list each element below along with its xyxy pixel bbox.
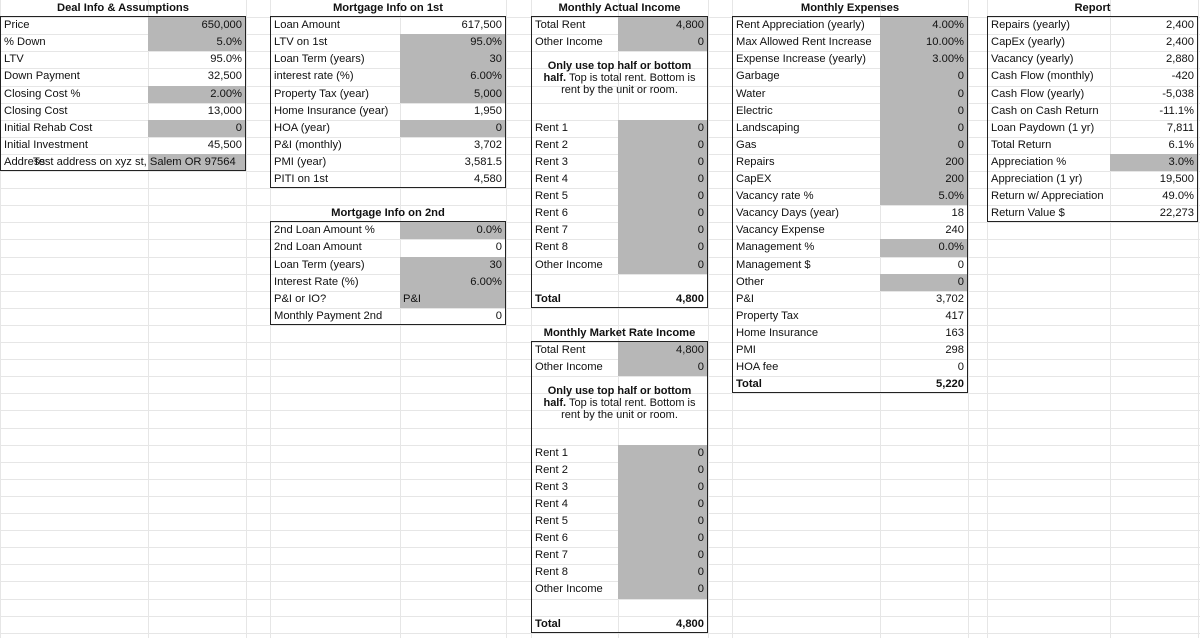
report-value[interactable]: 3.0% (1110, 154, 1198, 171)
grid-column-line (246, 0, 247, 638)
expenses-label: Property Tax (732, 308, 880, 325)
report-label: Appreciation (1 yr) (987, 171, 1110, 188)
actual-unit-label: Rent 2 (531, 137, 618, 154)
expenses-value: 163 (880, 325, 968, 342)
mortgage1-label: HOA (year) (270, 120, 400, 137)
expenses-value[interactable]: 0 (880, 120, 968, 137)
actual-top-value[interactable]: 4,800 (618, 17, 708, 34)
report-label: CapEx (yearly) (987, 34, 1110, 51)
market-unit-value[interactable]: 0 (618, 445, 708, 462)
market-total-label: Total (531, 616, 618, 633)
report-label: Return Value $ (987, 205, 1110, 222)
report-value: 22,273 (1110, 205, 1198, 222)
mortgage2-label: 2nd Loan Amount (270, 239, 400, 257)
report-value: 2,400 (1110, 17, 1198, 34)
actual-top-value[interactable]: 0 (618, 34, 708, 51)
market-top-label: Other Income (531, 359, 618, 376)
market-top-value[interactable]: 4,800 (618, 342, 708, 359)
deal-label: Price (0, 17, 148, 34)
market-unit-label: Rent 1 (531, 445, 618, 462)
mortgage1-value: 4,580 (400, 171, 506, 188)
expenses-label: Electric (732, 103, 880, 120)
market-unit-value[interactable]: 0 (618, 513, 708, 530)
expenses-value: 0 (880, 359, 968, 376)
mortgage1-value[interactable]: 30 (400, 51, 506, 68)
market-unit-label: Rent 4 (531, 496, 618, 513)
mortgage1-value[interactable]: 5,000 (400, 86, 506, 103)
actual-spacer (618, 274, 708, 291)
expenses-value[interactable]: 0 (880, 86, 968, 103)
actual-note-bold: Only use top half or bottom half. (543, 60, 692, 84)
mortgage-2nd-header: Mortgage Info on 2nd (270, 205, 506, 222)
market-unit-value[interactable]: 0 (618, 547, 708, 564)
actual-unit-label: Rent 1 (531, 120, 618, 137)
mortgage-1st-header: Mortgage Info on 1st (270, 0, 506, 17)
actual-unit-label: Other Income (531, 257, 618, 274)
market-spacer (531, 599, 618, 616)
deal-value[interactable]: 650,000 (148, 17, 246, 34)
deal-value: 95.0% (148, 51, 246, 68)
mortgage2-label: Interest Rate (%) (270, 274, 400, 291)
actual-note-text: Top is total rent. Bottom is rent by the unit or room. (561, 72, 696, 96)
market-unit-label: Rent 6 (531, 530, 618, 547)
mortgage1-value[interactable]: 6.00% (400, 68, 506, 86)
market-unit-value[interactable]: 0 (618, 462, 708, 479)
mortgage2-pi-select[interactable]: P&I (400, 291, 506, 308)
report-label: Total Return (987, 137, 1110, 154)
expenses-value: 240 (880, 222, 968, 239)
mortgage1-label: interest rate (%) (270, 68, 400, 86)
expenses-value[interactable]: 10.00% (880, 34, 968, 51)
expenses-value[interactable]: 0 (880, 137, 968, 154)
deal-label: Initial Rehab Cost (0, 120, 148, 137)
report-value: 49.0% (1110, 188, 1198, 205)
deal-label: Closing Cost (0, 103, 148, 120)
expenses-label: HOA fee (732, 359, 880, 376)
mortgage1-label: PMI (year) (270, 154, 400, 171)
actual-top-label: Total Rent (531, 17, 618, 34)
actual-unit-value[interactable]: 0 (618, 257, 708, 274)
market-unit-label: Rent 7 (531, 547, 618, 564)
market-unit-value[interactable]: 0 (618, 581, 708, 599)
actual-unit-label: Rent 4 (531, 171, 618, 188)
actual-total-value: 4,800 (618, 291, 708, 308)
report-label: Loan Paydown (1 yr) (987, 120, 1110, 137)
grid-row-line (0, 308, 1200, 309)
report-value: 7,811 (1110, 120, 1198, 137)
deal-label: Closing Cost % (0, 86, 148, 103)
deal-value: 32,500 (148, 68, 246, 86)
market-note-bold: Only use top half or bottom half. (543, 385, 692, 409)
market-unit-label: Rent 8 (531, 564, 618, 581)
market-spacer (618, 599, 708, 616)
expenses-value[interactable]: 200 (880, 171, 968, 188)
expenses-label: Expense Increase (yearly) (732, 51, 880, 68)
report-label: Cash Flow (yearly) (987, 86, 1110, 103)
mortgage2-label: 2nd Loan Amount % (270, 222, 400, 239)
expenses-value[interactable]: 0 (880, 274, 968, 291)
actual-unit-value[interactable]: 0 (618, 188, 708, 205)
expenses-label: Management % (732, 239, 880, 257)
mortgage1-label: Property Tax (year) (270, 86, 400, 103)
deal-value: 45,500 (148, 137, 246, 154)
grid-column-line (506, 0, 507, 638)
mortgage2-label: Monthly Payment 2nd (270, 308, 400, 325)
report-value: -11.1% (1110, 103, 1198, 120)
market-top-label: Total Rent (531, 342, 618, 359)
deal-label: % Down (0, 34, 148, 51)
actual-top-label: Other Income (531, 34, 618, 51)
actual-unit-label: Rent 6 (531, 205, 618, 222)
expenses-value[interactable]: 3.00% (880, 51, 968, 68)
expenses-value: 18 (880, 205, 968, 222)
deal-value[interactable]: 2.00% (148, 86, 246, 103)
mortgage2-value[interactable]: 6.00% (400, 274, 506, 291)
market-unit-label: Rent 2 (531, 462, 618, 479)
report-value: 2,880 (1110, 51, 1198, 68)
mortgage2-value: 0 (400, 239, 506, 257)
actual-instruction-note (531, 51, 708, 120)
actual-unit-label: Rent 5 (531, 188, 618, 205)
mortgage1-value: 3,702 (400, 137, 506, 154)
mortgage2-label: Loan Term (years) (270, 257, 400, 274)
expenses-label: Vacancy rate % (732, 188, 880, 205)
deal-info-header: Deal Info & Assumptions (0, 0, 246, 17)
report-value: -5,038 (1110, 86, 1198, 103)
expenses-label: Rent Appreciation (yearly) (732, 17, 880, 34)
expenses-label: P&I (732, 291, 880, 308)
expenses-label: Max Allowed Rent Increase (732, 34, 880, 51)
actual-spacer (531, 274, 618, 291)
mortgage1-label: PITI on 1st (270, 171, 400, 188)
actual-unit-value[interactable]: 0 (618, 205, 708, 222)
deal-address-value[interactable]: Test address on xyz st, Salem OR 97564 (33, 156, 236, 168)
report-value: 19,500 (1110, 171, 1198, 188)
expenses-value: 417 (880, 308, 968, 325)
mortgage1-label: LTV on 1st (270, 34, 400, 51)
expenses-value[interactable]: 0 (880, 68, 968, 86)
actual-total-label: Total (531, 291, 618, 308)
market-instruction-note (531, 376, 708, 445)
expenses-label: PMI (732, 342, 880, 359)
market-total-value: 4,800 (618, 616, 708, 633)
expenses-label: Garbage (732, 68, 880, 86)
actual-header: Monthly Actual Income (531, 0, 708, 17)
actual-unit-value[interactable]: 0 (618, 154, 708, 171)
expenses-label: Other (732, 274, 880, 291)
deal-address-label: Address (0, 154, 148, 171)
expenses-value[interactable]: 0.0% (880, 239, 968, 257)
mortgage2-value: 0 (400, 308, 506, 325)
market-note-text: Top is total rent. Bottom is rent by the unit or room. (561, 397, 696, 421)
mortgage2-value[interactable]: 0.0% (400, 222, 506, 239)
market-unit-label: Other Income (531, 581, 618, 599)
mortgage2-label: P&I or IO? (270, 291, 400, 308)
grid-column-line (968, 0, 969, 638)
mortgage1-value: 1,950 (400, 103, 506, 120)
deal-label: Down Payment (0, 68, 148, 86)
report-label: Repairs (yearly) (987, 17, 1110, 34)
grid-row-line (0, 633, 1200, 634)
deal-value: 13,000 (148, 103, 246, 120)
expenses-label: Vacancy Days (year) (732, 205, 880, 222)
expenses-value: 5,220 (880, 376, 968, 393)
mortgage1-label: Home Insurance (year) (270, 103, 400, 120)
actual-unit-value[interactable]: 0 (618, 222, 708, 239)
report-header: Report (987, 0, 1198, 17)
expenses-value: 0 (880, 257, 968, 274)
market-unit-value[interactable]: 0 (618, 530, 708, 547)
deal-value[interactable]: 0 (148, 120, 246, 137)
grid-column-line (708, 0, 709, 638)
expenses-label: Repairs (732, 154, 880, 171)
expenses-value[interactable]: 4.00% (880, 17, 968, 34)
deal-label: Initial Investment (0, 137, 148, 154)
market-unit-label: Rent 3 (531, 479, 618, 496)
market-unit-value[interactable]: 0 (618, 564, 708, 581)
report-value: -420 (1110, 68, 1198, 86)
report-label: Return w/ Appreciation (987, 188, 1110, 205)
expenses-label: Total (732, 376, 880, 393)
report-value: 2,400 (1110, 34, 1198, 51)
expenses-label: CapEX (732, 171, 880, 188)
market-unit-value[interactable]: 0 (618, 496, 708, 513)
mortgage1-label: P&I (monthly) (270, 137, 400, 154)
deal-value[interactable]: 5.0% (148, 34, 246, 51)
market-unit-label: Rent 5 (531, 513, 618, 530)
mortgage1-value: 3,581.5 (400, 154, 506, 171)
actual-unit-value[interactable]: 0 (618, 239, 708, 257)
expenses-header: Monthly Expenses (732, 0, 968, 17)
expenses-label: Management $ (732, 257, 880, 274)
expenses-label: Water (732, 86, 880, 103)
expenses-value[interactable]: 5.0% (880, 188, 968, 205)
actual-unit-label: Rent 7 (531, 222, 618, 239)
report-value: 6.1% (1110, 137, 1198, 154)
expenses-label: Landscaping (732, 120, 880, 137)
expenses-label: Vacancy Expense (732, 222, 880, 239)
actual-unit-value[interactable]: 0 (618, 137, 708, 154)
expenses-value[interactable]: 0 (880, 103, 968, 120)
mortgage1-label: Loan Amount (270, 17, 400, 34)
mortgage1-value: 617,500 (400, 17, 506, 34)
market-top-value[interactable]: 0 (618, 359, 708, 376)
mortgage1-label: Loan Term (years) (270, 51, 400, 68)
grid-column-line (1198, 0, 1199, 638)
report-label: Appreciation % (987, 154, 1110, 171)
deal-label: LTV (0, 51, 148, 68)
actual-unit-value[interactable]: 0 (618, 171, 708, 188)
mortgage2-value[interactable]: 30 (400, 257, 506, 274)
report-label: Vacancy (yearly) (987, 51, 1110, 68)
report-label: Cash on Cash Return (987, 103, 1110, 120)
expenses-value[interactable]: 200 (880, 154, 968, 171)
mortgage1-value[interactable]: 0 (400, 120, 506, 137)
market-header: Monthly Market Rate Income (531, 325, 708, 342)
mortgage1-value[interactable]: 95.0% (400, 34, 506, 51)
expenses-value: 3,702 (880, 291, 968, 308)
actual-unit-label: Rent 8 (531, 239, 618, 257)
actual-unit-label: Rent 3 (531, 154, 618, 171)
report-label: Cash Flow (monthly) (987, 68, 1110, 86)
expenses-value: 298 (880, 342, 968, 359)
market-unit-value[interactable]: 0 (618, 479, 708, 496)
expenses-label: Home Insurance (732, 325, 880, 342)
expenses-label: Gas (732, 137, 880, 154)
actual-unit-value[interactable]: 0 (618, 120, 708, 137)
